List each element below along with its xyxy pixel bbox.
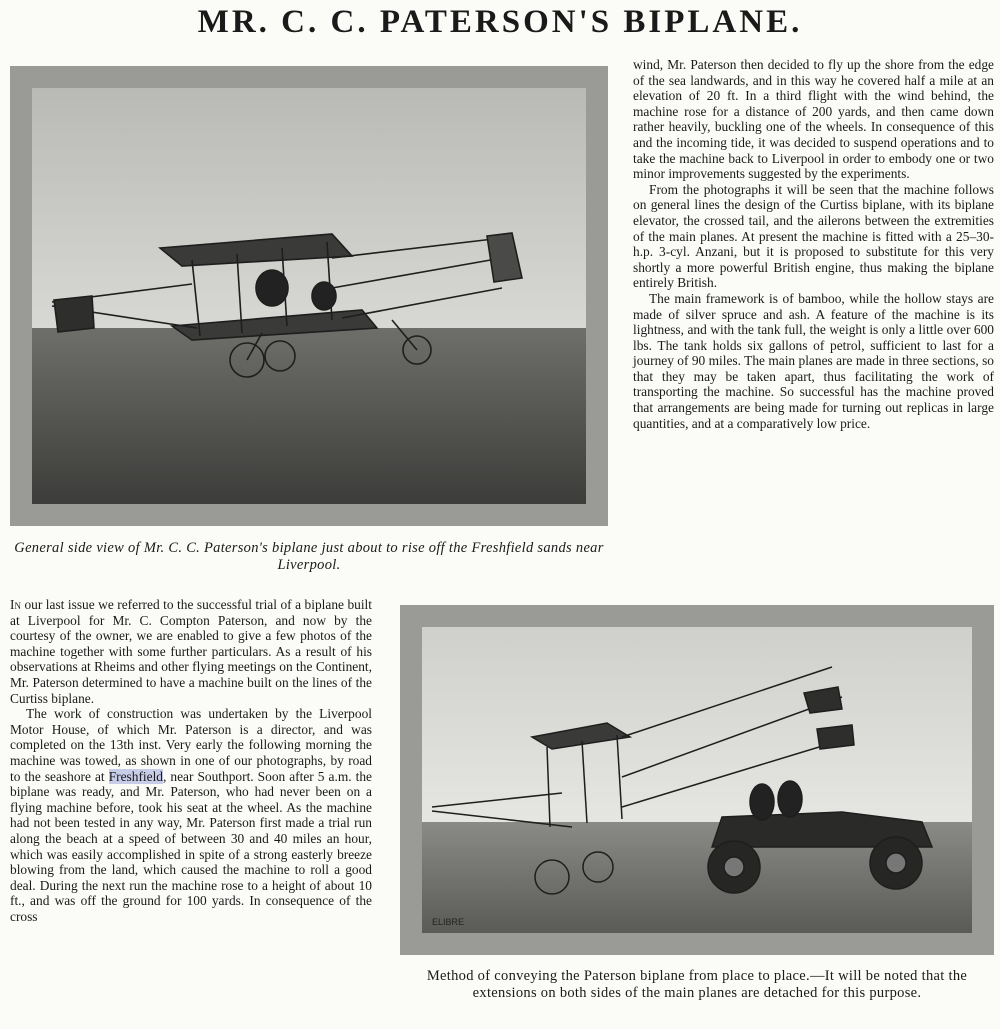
figure-2-caption: Method of conveying the Paterson biplane from place to place.—It will be noted that the extensions on both sides of the main planes are detached for this purpose. — [426, 968, 968, 1001]
right-paragraph-3: The main framework is of bamboo, while the hollow stays are made of silver spruce and ash. A feature of the machine is its lightness, and with the tank full, the weight is only a little over 600 lbs. The tank holds six gallons of petrol, sufficient to last for a journey of 90 miles. The main planes are made in three sections, so that they may be taken apart, thus facilitating the work of transporting the machine. So successful has the machine proved that arrangements are being made for turning out replicas in large quantities, and at a comparatively low price. — [633, 290, 994, 431]
left-column-text — [10, 597, 372, 924]
left-paragraph-1 — [10, 597, 372, 706]
figure-2-frame — [400, 605, 994, 955]
photo-credit: ELIBRE — [432, 917, 465, 927]
right-paragraph-2: From the photographs it will be seen that the machine follows on general lines the design of the Curtiss biplane, with its biplane elevator, the crossed tail, and the ailerons between the extremities of the main planes. At present the machine is fitted with a 25–30-h.p. 3-cyl. Anzani, but it is proposed to substitute for this very shortly a more powerful British engine, thus making the biplane entirely British. — [633, 181, 994, 291]
figure-1-caption: General side view of Mr. C. C. Paterson's biplane just about to rise off the Freshfield sands near Liverpool. — [14, 540, 604, 573]
right-column-text — [633, 57, 994, 431]
drop-initial: In — [10, 597, 21, 612]
article-title: MR. C. C. PATERSON'S BIPLANE. — [197, 4, 803, 40]
left-paragraph-1-text: our last issue we referred to the successful trial of a biplane built at Liverpool for Mr. C. Compton Paterson, and now by the courtesy of the owner, we are enabled to give a few photos of the machine together with some further particulars. As a result of his observations at Rheims and other flying meetings on the Continent, Mr. Paterson determined to have a machine built on the lines of the Curtiss biplane. — [10, 597, 372, 706]
left-paragraph-2-end: , near Southport. Soon after 5 a.m. the biplane was ready, and Mr. Paterson, who had never been on a flying machine before, took his seat at the wheel. As the machine had not been tested in any way, Mr. Paterson first made a trial run along the beach at a speed of between 30 and 40 miles an hour, which was easily accomplished in spite of a strong easterly breeze blowing from the land, which caused the machine to roll a good deal. During the next run the machine rose to a height of about 10 ft., and was off the ground for 100 yards. In consequence of the cross — [10, 768, 372, 924]
biplane-side-view-photo — [32, 88, 586, 504]
figure-1-frame — [10, 66, 608, 526]
biplane-towed-by-car-photo — [422, 627, 972, 933]
left-paragraph-2 — [10, 706, 372, 924]
left-paragraph-2-start: The work of construction was undertaken by the Liverpool Motor House, of which Mr. Paterson is a director, and was completed on the 13th inst. Very early the following morning the machine was towed, as shown in one of our photographs, by road to the seashore at — [10, 706, 372, 784]
right-paragraph-1: wind, Mr. Paterson then decided to fly up the shore from the edge of the sea landwards, and in this way he covered half a mile at an elevation of 20 ft. In a third flight with the wind behind, the machine rose for a distance of 200 yards, and then came down rather heavily, buckling one of the wheels. In consequence of this and the incoming tide, it was decided to suspend operations and to take the machine back to Liverpool in order to embody one or two minor improvements suggested by the experiments. — [633, 57, 994, 182]
highlighted-word-freshfield[interactable]: Freshfield — [108, 768, 163, 784]
